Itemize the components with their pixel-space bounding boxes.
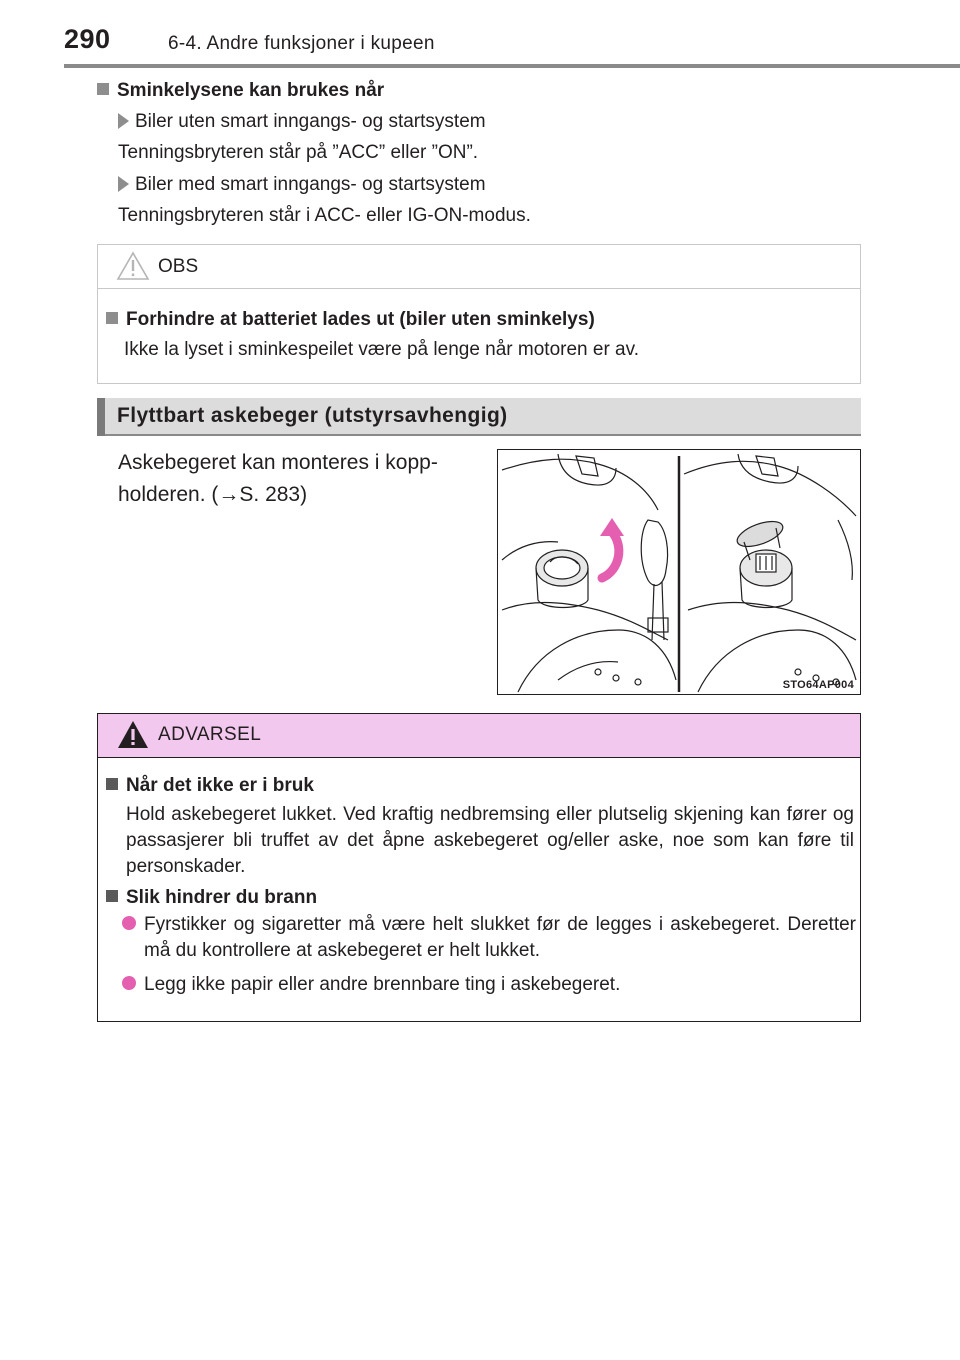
notice-heading: Forhindre at batteriet lades ut (biler uten sminkelys) [106,307,595,333]
square-bullet-icon [106,312,118,324]
ashtray-body-line-1: Askebegeret kan monteres i kopp- [118,451,438,474]
warning-item-1-heading: Når det ikke er i bruk [106,773,314,799]
warning-icon [116,719,150,750]
square-bullet-icon [106,778,118,790]
ashtray-body-line-2: holderen. (→S. 283) [118,483,308,506]
caution-outline-icon [116,251,150,281]
figure-code: STO64AP004 [782,679,854,691]
vanity-case-1-text: Tenningsbryteren står på ”ACC” eller ”ON”. [118,142,479,163]
notice-text: Ikke la lyset i sminkespeilet være på lenge når motoren er av. [124,339,639,360]
notice-box [97,244,861,384]
warning-label: ADVARSEL [158,724,262,745]
header-rule [64,64,960,68]
square-bullet-icon [106,890,118,902]
warning-item-2-heading: Slik hindrer du brann [106,885,317,911]
notice-header [98,245,860,289]
page-number: 290 [64,24,111,54]
ashtray-drawing [498,450,860,694]
warning-item-1-text: Hold askebegeret lukket. Ved kraftig nedbremsing eller plutselig skjening kan fører og passasjerer bli truffet av det åpne askebegeret og/eller aske, noe som kan føre til personskader. [126,804,854,877]
vanity-case-1-label: Biler uten smart inngangs- og startsystem [118,109,486,135]
warning-header [98,714,860,758]
notice-label: OBS [158,256,199,277]
square-bullet-icon [97,83,109,95]
warning-bullet-1: Fyrstikker og sigaretter må være helt slukket før de legges i askebegeret. Deretter må du kontrollere at askebegeret er helt lukket. [144,914,856,961]
section-title: 6-4. Andre funksjoner i kupeen [168,33,435,54]
page-header [0,0,960,70]
triangle-right-icon [118,113,129,129]
warning-bullet-2: Legg ikke papir eller andre brennbare ting i askebegeret. [144,974,621,995]
pink-dot-icon [122,976,142,994]
pink-dot-icon [122,916,142,934]
vanity-heading: Sminkelysene kan brukes når [97,78,384,104]
triangle-right-icon [118,176,129,192]
warning-box [97,713,861,1022]
vanity-case-2-text: Tenningsbryteren står i ACC- eller IG-ON-modus. [118,205,531,226]
vanity-case-2-label: Biler med smart inngangs- og startsystem [118,172,486,198]
ashtray-illustration [497,449,861,695]
topic-bar [97,398,861,436]
topic-title: Flyttbart askebeger (utstyrsavhengig) [117,404,508,427]
